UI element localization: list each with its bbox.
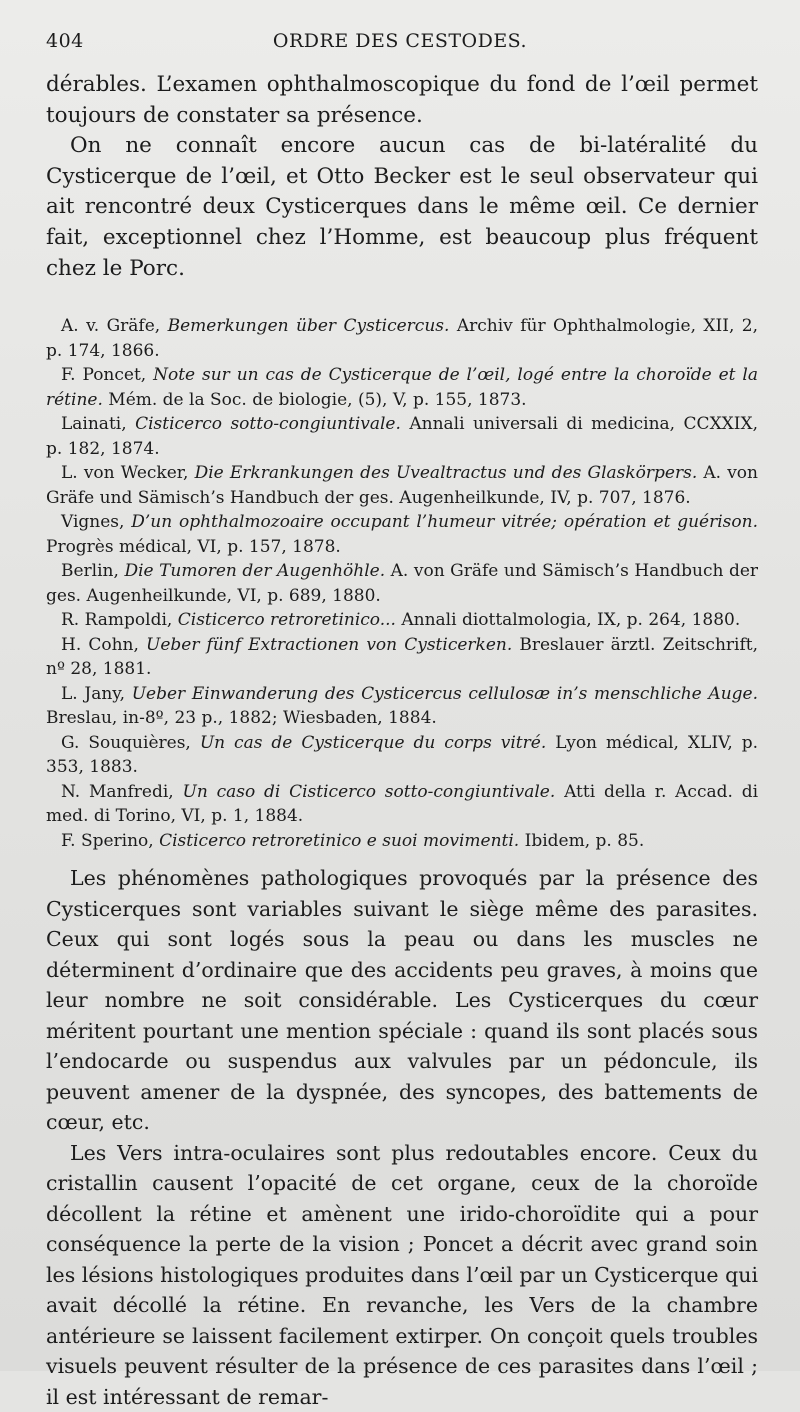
paragraph: dérables. L’examen ophthalmoscopique du fond de l’œil permet toujours de constater sa présence. [46,70,758,131]
ref-author: R. Rampoldi, [61,610,172,630]
ref-title: Die Erkrankungen des Uvealtractus und des Glaskörpers. [195,463,698,483]
ref-source: Atti della r. Accad. di med. di Torino, VI, p. 1, 1884. [46,782,758,827]
reference-entry [46,731,758,780]
paragraph: On ne connaît encore aucun cas de bi-latéralité du Cysticerque de l’œil, et Otto Becker est le seul observateur qui ait rencontré deux Cysticerques dans le même œil. Ce dernier fait, exceptionnel chez l’Homme, est beaucoup plus fréquent chez le Porc. [46,131,758,284]
reference-entry [46,412,758,461]
page-number: 404 [46,30,84,52]
reference-entry [46,829,758,854]
reference-entry [46,461,758,510]
reference-entry [46,682,758,731]
ref-source: Annali diottalmologia, IX, p. 264, 1880. [401,610,740,630]
ref-author: H. Cohn, [61,635,139,655]
reference-entry [46,780,758,829]
ref-author: Berlin, [61,561,119,581]
ref-source: Breslau, in-8º, 23 p., 1882; Wiesbaden, 1884. [46,708,437,728]
ref-title: Cisticerco sotto-congiuntivale. [135,414,401,434]
running-title: ORDRE DES CESTODES. [46,30,754,52]
ref-source: Annali universali di medicina, CCXXIX, p. 182, 1874. [46,414,758,459]
ref-source: Breslauer ärztl. Zeitschrift, nº 28, 1881. [46,635,758,680]
reference-entry [46,633,758,682]
ref-title: Bemerkungen über Cysticercus. [168,316,450,336]
ref-author: Vignes, [61,512,124,532]
ref-source: Mém. de la Soc. de biologie, (5), V, p. 155, 1873. [108,390,526,410]
ref-author: L. Jany, [61,684,125,704]
ref-author: N. Manfredi, [61,782,174,802]
ref-title: Ueber fünf Extractionen von Cysticerken. [146,635,512,655]
ref-author: G. Souquières, [61,733,191,753]
reference-entry [46,363,758,412]
page-header [46,30,754,58]
ref-title: D’un ophthalmozoaire occupant l’humeur vitrée; opération et guérison. [131,512,758,532]
reference-entry [46,608,758,633]
ref-source: A. von Gräfe und Sämisch’s Handbuch der ges. Augenheilkunde, VI, p. 689, 1880. [46,561,758,606]
ref-author: F. Poncet, [61,365,146,385]
ref-author: F. Sperino, [61,831,154,851]
ref-title: Un caso di Cisticerco sotto-congiuntivale. [183,782,556,802]
ref-source: Archiv für Ophthalmologie, XII, 2, p. 174, 1866. [46,316,758,361]
reference-entry [46,559,758,608]
bibliography [46,314,758,853]
ref-title: Cisticerco retroretinico e suoi movimenti. [159,831,519,851]
reference-entry [46,314,758,363]
bottom-text [46,863,758,1412]
paragraph: Les Vers intra-oculaires sont plus redoutables encore. Ceux du cristallin causent l’opacité de cet organe, ceux de la choroïde décollent la rétine et amènent une irido-choroïdite qui a pour conséquence la perte de la vision ; Poncet a décrit avec grand soin les lésions histologiques produites dans l’œil par un Cysticerque qui avait décollé la rétine. En revanche, les Vers de la chambre antérieure se laissent facilement extirper. On conçoit quels troubles visuels peuvent résulter de la présence de ces parasites dans l’œil ; il est intéressant de remar- [46,1138,758,1412]
ref-source: Progrès médical, VI, p. 157, 1878. [46,537,341,557]
ref-author: Lainati, [61,414,127,434]
reference-entry [46,510,758,559]
ref-source: Lyon médical, XLIV, p. 353, 1883. [46,733,758,778]
ref-title: Cisticerco retroretinico... [178,610,396,630]
ref-title: Note sur un cas de Cysticerque de l’œil, logé entre la choroïde et la rétine. [46,365,758,410]
ref-title: Un cas de Cysticerque du corps vitré. [200,733,546,753]
ref-source: A. von Gräfe und Sämisch’s Handbuch der ges. Augenheilkunde, IV, p. 707, 1876. [46,463,758,508]
ref-source: Ibidem, p. 85. [525,831,645,851]
ref-title: Ueber Einwanderung des Cysticercus cellulosæ in’s menschliche Auge. [132,684,758,704]
top-text [46,70,758,284]
ref-title: Die Tumoren der Augenhöhle. [124,561,385,581]
ref-author: A. v. Gräfe, [61,316,160,336]
paragraph: Les phénomènes pathologiques provoqués par la présence des Cysticerques sont variables suivant le siège même des parasites. Ceux qui sont logés sous la peau ou dans les muscles ne déterminent d’ordinaire que des accidents peu graves, à moins que leur nombre ne soit considérable. Les Cysticerques du cœur méritent pourtant une mention spéciale : quand ils sont placés sous l’endocarde ou suspendus aux valvules par un pédoncule, ils peuvent amener de la dyspnée, des syncopes, des battements de cœur, etc. [46,863,758,1138]
ref-author: L. von Wecker, [61,463,188,483]
